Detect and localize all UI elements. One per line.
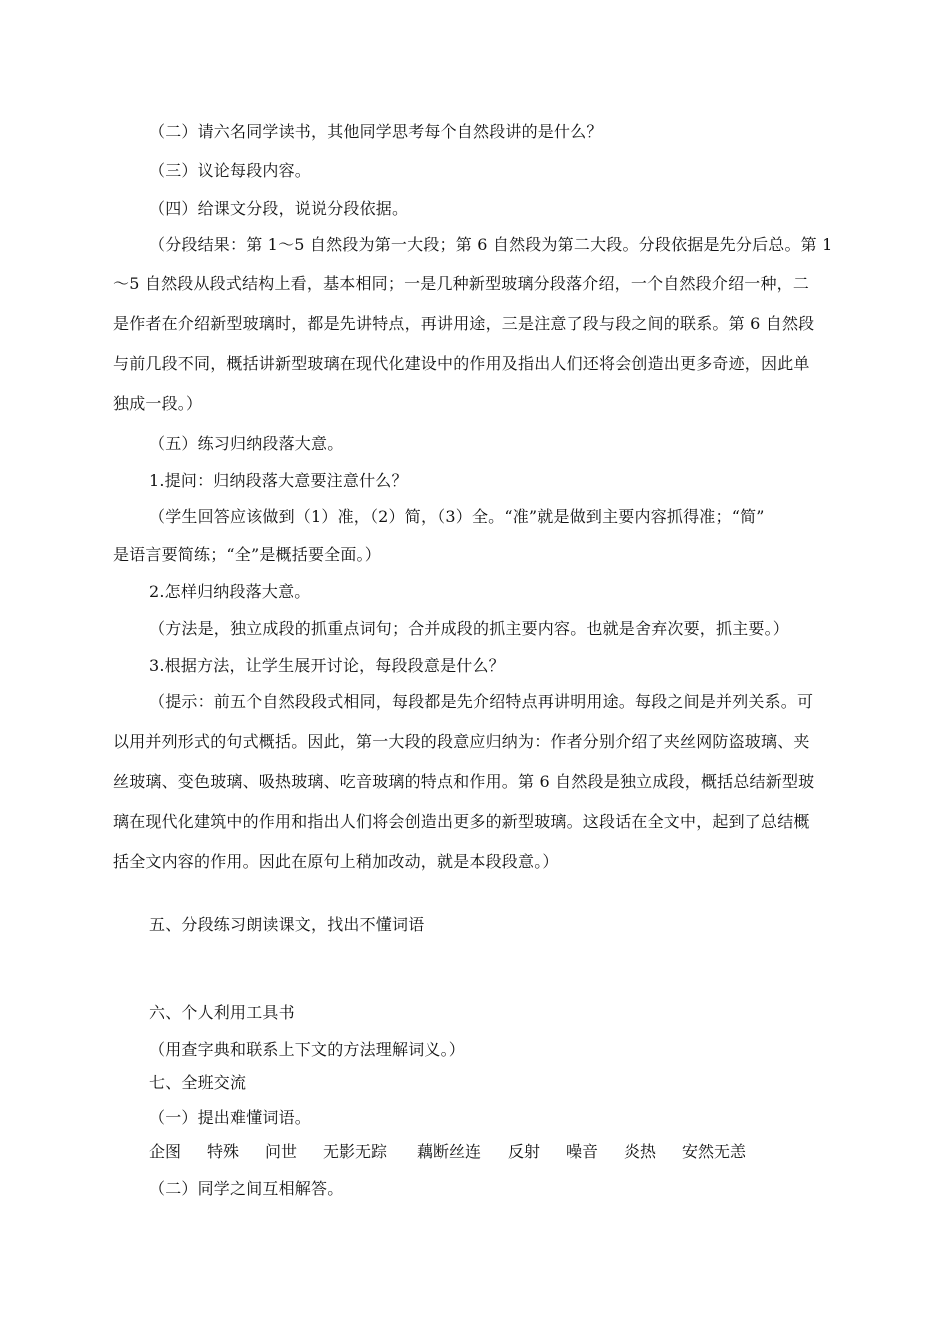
vocab-word: 安然无恙 xyxy=(682,1142,747,1161)
paragraph-line: 丝玻璃、变色玻璃、吸热玻璃、吃音玻璃的特点和作用。第 6 自然段是独立成段，概括总结新型玻 xyxy=(113,772,815,791)
vocab-word: 炎热 xyxy=(624,1142,657,1161)
vocab-word: 藕断丝连 xyxy=(417,1142,482,1161)
vocab-word: 噪音 xyxy=(566,1142,599,1161)
paragraph-line: 括全文内容的作用。因此在原句上稍加改动，就是本段段意。） xyxy=(113,852,559,871)
paragraph-line: （三）议论每段内容。 xyxy=(149,161,312,180)
paragraph-line: 1.提问：归纳段落大意要注意什么？ xyxy=(149,471,408,490)
paragraph-line: （一）提出难懂词语。 xyxy=(149,1108,312,1127)
paragraph-line: （学生回答应该做到（1）准，（2）简，（3）全。“准”就是做到主要内容抓得准；“简” xyxy=(149,507,765,526)
paragraph-line: 独成一段。） xyxy=(113,394,203,413)
paragraph-line: 以用并列形式的句式概括。因此，第一大段的段意应归纳为：作者分别介绍了夹丝网防盗玻璃、夹 xyxy=(113,732,810,751)
paragraph-line: 与前几段不同，概括讲新型玻璃在现代化建设中的作用及指出人们还将会创造出更多奇迹，因此单 xyxy=(113,354,810,373)
paragraph-line: （五）练习归纳段落大意。 xyxy=(149,434,344,453)
paragraph-line: 是作者在介绍新型玻璃时，都是先讲特点，再讲用途，三是注意了段与段之间的联系。第 6 自然段 xyxy=(113,314,815,333)
paragraph-line: （二）请六名同学读书，其他同学思考每个自然段讲的是什么？ xyxy=(149,122,603,141)
paragraph-line: ～5 自然段从段式结构上看，基本相同；一是几种新型玻璃分段落介绍，一个自然段介绍一种，二 xyxy=(113,274,810,293)
vocab-word: 反射 xyxy=(508,1142,541,1161)
vocab-word: 问世 xyxy=(265,1142,298,1161)
section-heading: 五、分段练习朗读课文，找出不懂词语 xyxy=(149,915,425,934)
vocab-word: 特殊 xyxy=(207,1142,240,1161)
paragraph-line: （方法是，独立成段的抓重点词句；合并成段的抓主要内容。也就是舍弃次要，抓主要。） xyxy=(149,619,790,638)
paragraph-line: （提示：前五个自然段段式相同，每段都是先介绍特点再讲明用途。每段之间是并列关系。可 xyxy=(149,692,814,711)
section-heading: 七、全班交流 xyxy=(149,1073,247,1092)
paragraph-line: （用查字典和联系上下文的方法理解词义。） xyxy=(149,1040,466,1059)
paragraph-line: 3.根据方法，让学生展开讨论，每段段意是什么？ xyxy=(149,656,505,675)
section-heading: 六、个人利用工具书 xyxy=(149,1003,295,1022)
paragraph-line: （分段结果：第 1～5 自然段为第一大段；第 6 自然段为第二大段。分段依据是先分后总。第 1 xyxy=(149,235,833,254)
paragraph-line: 是语言要简练；“全”是概括要全面。） xyxy=(113,545,381,564)
paragraph-line: 璃在现代化建筑中的作用和指出人们将会创造出更多的新型玻璃。这段话在全文中，起到了总结概 xyxy=(113,812,810,831)
paragraph-line: 2.怎样归纳段落大意。 xyxy=(149,582,311,601)
vocab-word: 企图 xyxy=(149,1142,182,1161)
vocabulary-list xyxy=(149,1140,746,1164)
paragraph-line: （二）同学之间互相解答。 xyxy=(149,1179,344,1198)
vocab-word: 无影无踪 xyxy=(323,1142,388,1161)
paragraph-line: （四）给课文分段，说说分段依据。 xyxy=(149,199,409,218)
